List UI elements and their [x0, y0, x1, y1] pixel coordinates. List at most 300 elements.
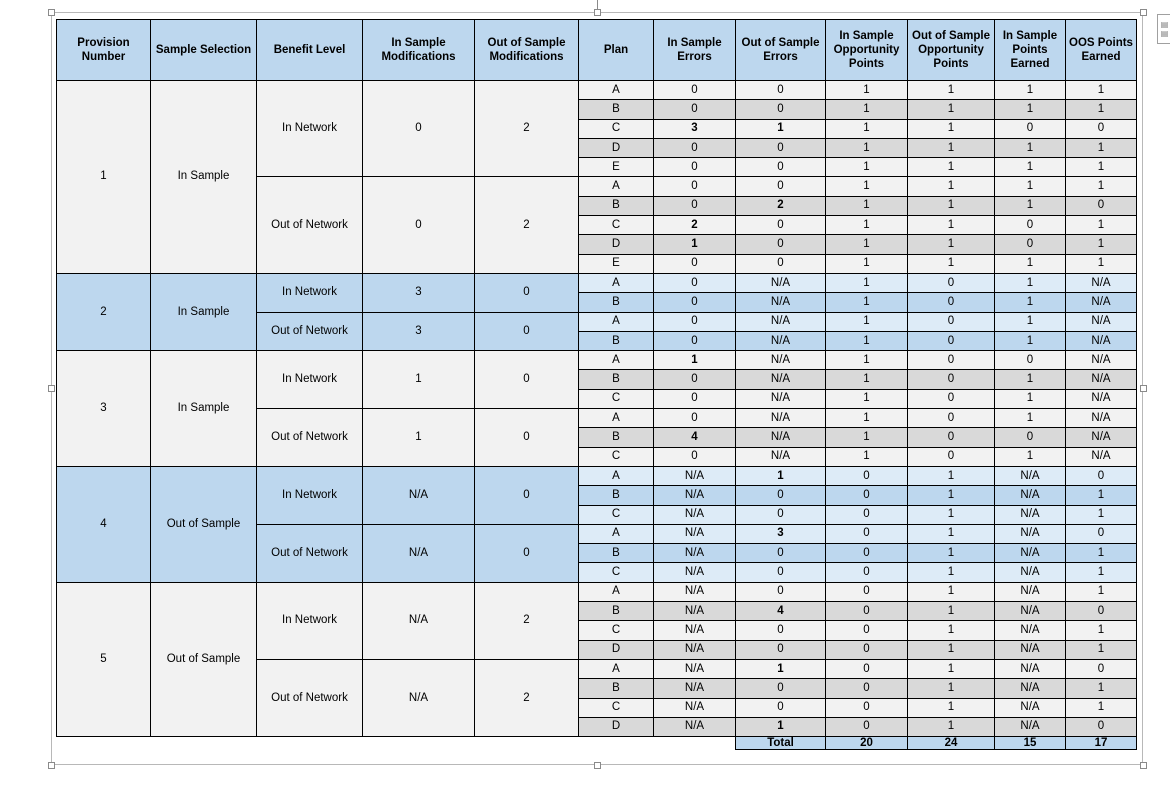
out-err-cell: N/A: [736, 351, 826, 370]
out-opp-cell: 0: [908, 331, 995, 350]
in-opp-cell: 1: [826, 177, 908, 196]
provision-number-cell: 5: [57, 582, 151, 736]
header-in-sample-errors: In Sample Errors: [654, 20, 736, 81]
in-opp-cell: 1: [826, 196, 908, 215]
out-opp-cell: 0: [908, 428, 995, 447]
in-sample-modifications-cell: 1: [363, 409, 475, 467]
oos-earned-cell: 1: [1066, 679, 1137, 698]
header-out-of-sample-modifications: Out of Sample Modifications: [475, 20, 579, 81]
total-out-of-sample-opportunity-points: 24: [908, 737, 995, 750]
out-err-cell: 0: [736, 81, 826, 100]
out-err-cell: 0: [736, 582, 826, 601]
in-earned-cell: 1: [995, 389, 1066, 408]
oos-earned-cell: N/A: [1066, 389, 1137, 408]
out-opp-cell: 1: [908, 254, 995, 273]
header-sample-selection: Sample Selection: [151, 20, 257, 81]
out-err-cell: 0: [736, 698, 826, 717]
out-opp-cell: 1: [908, 640, 995, 659]
out-err-cell: 1: [736, 119, 826, 138]
sample-selection-cell: Out of Sample: [151, 582, 257, 736]
oos-earned-cell: 1: [1066, 544, 1137, 563]
header-in-sample-points-earned: In Sample Points Earned: [995, 20, 1066, 81]
in-opp-cell: 0: [826, 659, 908, 678]
table-row: [57, 466, 1137, 485]
in-err-cell: N/A: [654, 717, 736, 736]
in-opp-cell: 1: [826, 216, 908, 235]
in-earned-cell: 1: [995, 196, 1066, 215]
in-opp-cell: 1: [826, 235, 908, 254]
oos-earned-cell: 0: [1066, 659, 1137, 678]
oos-earned-cell: 1: [1066, 621, 1137, 640]
plan-cell: C: [579, 698, 654, 717]
in-err-cell: 0: [654, 196, 736, 215]
in-opp-cell: 0: [826, 602, 908, 621]
benefit-level-cell: Out of Network: [257, 659, 363, 736]
out-of-sample-modifications-cell: 0: [475, 524, 579, 582]
in-err-cell: 0: [654, 177, 736, 196]
in-err-cell: N/A: [654, 486, 736, 505]
in-sample-modifications-cell: N/A: [363, 524, 475, 582]
in-err-cell: N/A: [654, 466, 736, 485]
provision-number-cell: 2: [57, 273, 151, 350]
in-err-cell: 0: [654, 293, 736, 312]
out-of-sample-modifications-cell: 2: [475, 81, 579, 177]
out-opp-cell: 1: [908, 524, 995, 543]
in-err-cell: N/A: [654, 544, 736, 563]
in-earned-cell: N/A: [995, 582, 1066, 601]
oos-earned-cell: 1: [1066, 100, 1137, 119]
in-opp-cell: 0: [826, 524, 908, 543]
resize-handle-bottom[interactable]: [594, 762, 601, 769]
in-earned-cell: 1: [995, 100, 1066, 119]
oos-earned-cell: 0: [1066, 602, 1137, 621]
plan-cell: B: [579, 100, 654, 119]
out-of-sample-modifications-cell: 0: [475, 273, 579, 312]
in-err-cell: N/A: [654, 505, 736, 524]
oos-earned-cell: N/A: [1066, 331, 1137, 350]
in-opp-cell: 1: [826, 351, 908, 370]
out-err-cell: 0: [736, 235, 826, 254]
oos-earned-cell: 0: [1066, 524, 1137, 543]
in-earned-cell: 1: [995, 312, 1066, 331]
in-earned-cell: 1: [995, 158, 1066, 177]
oos-earned-cell: N/A: [1066, 447, 1137, 466]
in-earned-cell: N/A: [995, 698, 1066, 717]
header-out-of-sample-errors: Out of Sample Errors: [736, 20, 826, 81]
in-opp-cell: 1: [826, 273, 908, 292]
sample-selection-cell: In Sample: [151, 273, 257, 350]
in-earned-cell: 0: [995, 351, 1066, 370]
header-row: [57, 20, 1137, 81]
total-oos-points-earned: 17: [1066, 737, 1137, 750]
in-opp-cell: 0: [826, 544, 908, 563]
out-opp-cell: 1: [908, 679, 995, 698]
out-opp-cell: 0: [908, 312, 995, 331]
in-err-cell: 0: [654, 312, 736, 331]
plan-cell: A: [579, 524, 654, 543]
out-of-sample-modifications-cell: 0: [475, 409, 579, 467]
out-opp-cell: 1: [908, 158, 995, 177]
in-opp-cell: 0: [826, 717, 908, 736]
provision-number-cell: 4: [57, 466, 151, 582]
plan-cell: B: [579, 602, 654, 621]
plan-cell: C: [579, 216, 654, 235]
in-err-cell: N/A: [654, 640, 736, 659]
out-opp-cell: 1: [908, 119, 995, 138]
out-opp-cell: 1: [908, 621, 995, 640]
in-opp-cell: 0: [826, 563, 908, 582]
in-opp-cell: 1: [826, 119, 908, 138]
plan-cell: B: [579, 196, 654, 215]
in-err-cell: N/A: [654, 524, 736, 543]
out-opp-cell: 1: [908, 235, 995, 254]
in-earned-cell: N/A: [995, 563, 1066, 582]
header-out-of-sample-opportunity-points: Out of Sample Opportunity Points: [908, 20, 995, 81]
out-err-cell: N/A: [736, 370, 826, 389]
plan-cell: E: [579, 158, 654, 177]
out-err-cell: 0: [736, 216, 826, 235]
in-earned-cell: 1: [995, 81, 1066, 100]
in-opp-cell: 1: [826, 158, 908, 177]
plan-cell: C: [579, 621, 654, 640]
benefit-level-cell: Out of Network: [257, 409, 363, 467]
in-err-cell: N/A: [654, 659, 736, 678]
out-of-sample-modifications-cell: 2: [475, 582, 579, 659]
table-row: [57, 351, 1137, 370]
benefit-level-cell: In Network: [257, 273, 363, 312]
in-err-cell: 4: [654, 428, 736, 447]
plan-cell: B: [579, 544, 654, 563]
plan-cell: C: [579, 563, 654, 582]
out-opp-cell: 1: [908, 582, 995, 601]
out-err-cell: 0: [736, 486, 826, 505]
plan-cell: A: [579, 273, 654, 292]
out-err-cell: 0: [736, 158, 826, 177]
provision-table: [56, 19, 1137, 750]
oos-earned-cell: 0: [1066, 119, 1137, 138]
in-earned-cell: 1: [995, 177, 1066, 196]
in-sample-modifications-cell: N/A: [363, 582, 475, 659]
out-err-cell: N/A: [736, 293, 826, 312]
oos-earned-cell: 1: [1066, 698, 1137, 717]
in-err-cell: 0: [654, 100, 736, 119]
benefit-level-cell: Out of Network: [257, 524, 363, 582]
in-err-cell: 0: [654, 447, 736, 466]
out-of-sample-modifications-cell: 2: [475, 659, 579, 736]
out-opp-cell: 1: [908, 563, 995, 582]
oos-earned-cell: 0: [1066, 717, 1137, 736]
out-err-cell: 0: [736, 563, 826, 582]
resize-handle-left[interactable]: [48, 385, 55, 392]
out-opp-cell: 1: [908, 81, 995, 100]
out-opp-cell: 0: [908, 273, 995, 292]
in-opp-cell: 1: [826, 312, 908, 331]
in-err-cell: 0: [654, 273, 736, 292]
total-in-sample-opportunity-points: 20: [826, 737, 908, 750]
oos-earned-cell: N/A: [1066, 273, 1137, 292]
out-err-cell: 1: [736, 659, 826, 678]
plan-cell: D: [579, 717, 654, 736]
out-opp-cell: 0: [908, 293, 995, 312]
table-row: [57, 81, 1137, 100]
in-earned-cell: 0: [995, 216, 1066, 235]
in-opp-cell: 0: [826, 621, 908, 640]
in-opp-cell: 0: [826, 698, 908, 717]
in-opp-cell: 1: [826, 100, 908, 119]
sample-selection-cell: Out of Sample: [151, 466, 257, 582]
in-sample-modifications-cell: 0: [363, 177, 475, 273]
out-err-cell: N/A: [736, 428, 826, 447]
oos-earned-cell: N/A: [1066, 428, 1137, 447]
out-err-cell: N/A: [736, 273, 826, 292]
oos-earned-cell: N/A: [1066, 351, 1137, 370]
in-opp-cell: 0: [826, 582, 908, 601]
plan-cell: C: [579, 389, 654, 408]
out-opp-cell: 1: [908, 138, 995, 157]
out-err-cell: 0: [736, 505, 826, 524]
out-opp-cell: 1: [908, 659, 995, 678]
plan-cell: E: [579, 254, 654, 273]
out-of-sample-modifications-cell: 0: [475, 351, 579, 409]
plan-cell: B: [579, 331, 654, 350]
in-opp-cell: 1: [826, 370, 908, 389]
out-opp-cell: 0: [908, 389, 995, 408]
benefit-level-cell: Out of Network: [257, 177, 363, 273]
out-opp-cell: 0: [908, 351, 995, 370]
in-opp-cell: 0: [826, 486, 908, 505]
plan-cell: A: [579, 177, 654, 196]
out-err-cell: 0: [736, 621, 826, 640]
plan-cell: A: [579, 582, 654, 601]
header-provision-number: Provision Number: [57, 20, 151, 81]
provision-number-cell: 3: [57, 351, 151, 467]
plan-cell: A: [579, 81, 654, 100]
out-err-cell: 0: [736, 640, 826, 659]
benefit-level-cell: In Network: [257, 81, 363, 177]
in-earned-cell: N/A: [995, 621, 1066, 640]
table-row: [57, 582, 1137, 601]
header-oos-points-earned: OOS Points Earned: [1066, 20, 1137, 81]
plan-cell: B: [579, 370, 654, 389]
out-of-sample-modifications-cell: 0: [475, 312, 579, 351]
in-err-cell: N/A: [654, 621, 736, 640]
oos-earned-cell: 0: [1066, 196, 1137, 215]
in-earned-cell: 1: [995, 409, 1066, 428]
in-earned-cell: 0: [995, 119, 1066, 138]
plan-cell: C: [579, 119, 654, 138]
in-sample-modifications-cell: 1: [363, 351, 475, 409]
plan-cell: B: [579, 428, 654, 447]
out-err-cell: N/A: [736, 389, 826, 408]
oos-earned-cell: N/A: [1066, 370, 1137, 389]
benefit-level-cell: Out of Network: [257, 312, 363, 351]
oos-earned-cell: 1: [1066, 254, 1137, 273]
out-err-cell: N/A: [736, 409, 826, 428]
in-opp-cell: 0: [826, 679, 908, 698]
plan-cell: A: [579, 351, 654, 370]
in-opp-cell: 1: [826, 428, 908, 447]
in-opp-cell: 0: [826, 466, 908, 485]
oos-earned-cell: N/A: [1066, 409, 1137, 428]
in-opp-cell: 1: [826, 138, 908, 157]
oos-earned-cell: 1: [1066, 158, 1137, 177]
in-sample-modifications-cell: N/A: [363, 659, 475, 736]
in-earned-cell: N/A: [995, 640, 1066, 659]
resize-handle-bottom-left[interactable]: [48, 762, 55, 769]
in-earned-cell: 1: [995, 254, 1066, 273]
plan-cell: D: [579, 235, 654, 254]
benefit-level-cell: In Network: [257, 582, 363, 659]
in-err-cell: N/A: [654, 563, 736, 582]
total-in-sample-points-earned: 15: [995, 737, 1066, 750]
oos-earned-cell: 1: [1066, 486, 1137, 505]
plan-cell: C: [579, 447, 654, 466]
plan-cell: B: [579, 293, 654, 312]
out-opp-cell: 1: [908, 544, 995, 563]
in-opp-cell: 0: [826, 640, 908, 659]
total-spacer: [57, 737, 736, 750]
benefit-level-cell: In Network: [257, 466, 363, 524]
out-err-cell: 0: [736, 138, 826, 157]
oos-earned-cell: 0: [1066, 466, 1137, 485]
oos-earned-cell: 1: [1066, 505, 1137, 524]
in-earned-cell: 1: [995, 370, 1066, 389]
plan-cell: A: [579, 312, 654, 331]
in-opp-cell: 1: [826, 293, 908, 312]
in-earned-cell: N/A: [995, 486, 1066, 505]
out-err-cell: N/A: [736, 447, 826, 466]
plan-cell: A: [579, 659, 654, 678]
in-err-cell: 0: [654, 138, 736, 157]
oos-earned-cell: 1: [1066, 640, 1137, 659]
in-earned-cell: N/A: [995, 544, 1066, 563]
table-row: [57, 273, 1137, 292]
plan-cell: B: [579, 486, 654, 505]
in-err-cell: 1: [654, 351, 736, 370]
out-opp-cell: 1: [908, 486, 995, 505]
in-earned-cell: N/A: [995, 466, 1066, 485]
out-err-cell: N/A: [736, 331, 826, 350]
plan-cell: D: [579, 138, 654, 157]
out-of-sample-modifications-cell: 2: [475, 177, 579, 273]
sample-selection-cell: In Sample: [151, 81, 257, 274]
out-opp-cell: 1: [908, 466, 995, 485]
out-opp-cell: 1: [908, 717, 995, 736]
in-err-cell: 0: [654, 409, 736, 428]
in-err-cell: N/A: [654, 679, 736, 698]
in-opp-cell: 1: [826, 254, 908, 273]
resize-handle-bottom-right[interactable]: [1140, 762, 1147, 769]
header-in-sample-opportunity-points: In Sample Opportunity Points: [826, 20, 908, 81]
resize-handle-top-left[interactable]: [48, 9, 55, 16]
in-err-cell: N/A: [654, 698, 736, 717]
out-opp-cell: 1: [908, 505, 995, 524]
in-sample-modifications-cell: 3: [363, 312, 475, 351]
in-sample-modifications-cell: 0: [363, 81, 475, 177]
oos-earned-cell: 1: [1066, 81, 1137, 100]
in-err-cell: 0: [654, 81, 736, 100]
in-earned-cell: 0: [995, 235, 1066, 254]
out-err-cell: 1: [736, 717, 826, 736]
oos-earned-cell: N/A: [1066, 312, 1137, 331]
out-err-cell: 0: [736, 177, 826, 196]
out-opp-cell: 1: [908, 698, 995, 717]
out-err-cell: 0: [736, 544, 826, 563]
plan-cell: A: [579, 409, 654, 428]
out-opp-cell: 0: [908, 447, 995, 466]
in-err-cell: 0: [654, 158, 736, 177]
out-err-cell: 2: [736, 196, 826, 215]
in-opp-cell: 1: [826, 447, 908, 466]
oos-earned-cell: N/A: [1066, 293, 1137, 312]
in-err-cell: 3: [654, 119, 736, 138]
resize-handle-top[interactable]: [594, 9, 601, 16]
in-earned-cell: 1: [995, 293, 1066, 312]
out-opp-cell: 1: [908, 602, 995, 621]
out-of-sample-modifications-cell: 0: [475, 466, 579, 524]
in-earned-cell: 0: [995, 428, 1066, 447]
oos-earned-cell: 1: [1066, 235, 1137, 254]
in-earned-cell: 1: [995, 138, 1066, 157]
resize-handle-top-right[interactable]: [1140, 9, 1147, 16]
in-sample-modifications-cell: 3: [363, 273, 475, 312]
total-label: Total: [736, 737, 826, 750]
in-err-cell: 0: [654, 370, 736, 389]
out-err-cell: 4: [736, 602, 826, 621]
layout-options-icon[interactable]: ▤▤: [1157, 14, 1170, 44]
header-benefit-level: Benefit Level: [257, 20, 363, 81]
out-opp-cell: 0: [908, 409, 995, 428]
in-opp-cell: 0: [826, 505, 908, 524]
in-opp-cell: 1: [826, 389, 908, 408]
in-earned-cell: N/A: [995, 717, 1066, 736]
provision-number-cell: 1: [57, 81, 151, 274]
in-err-cell: N/A: [654, 602, 736, 621]
oos-earned-cell: 1: [1066, 177, 1137, 196]
in-earned-cell: N/A: [995, 505, 1066, 524]
out-opp-cell: 0: [908, 370, 995, 389]
sample-selection-cell: In Sample: [151, 351, 257, 467]
out-err-cell: 1: [736, 466, 826, 485]
plan-cell: C: [579, 505, 654, 524]
plan-cell: A: [579, 466, 654, 485]
benefit-level-cell: In Network: [257, 351, 363, 409]
oos-earned-cell: 1: [1066, 138, 1137, 157]
in-opp-cell: 1: [826, 81, 908, 100]
header-plan: Plan: [579, 20, 654, 81]
resize-handle-right[interactable]: [1140, 385, 1147, 392]
in-err-cell: 0: [654, 331, 736, 350]
out-err-cell: N/A: [736, 312, 826, 331]
oos-earned-cell: 1: [1066, 582, 1137, 601]
in-err-cell: 0: [654, 254, 736, 273]
out-err-cell: 0: [736, 254, 826, 273]
in-err-cell: 0: [654, 389, 736, 408]
out-err-cell: 0: [736, 100, 826, 119]
out-err-cell: 0: [736, 679, 826, 698]
out-opp-cell: 1: [908, 216, 995, 235]
oos-earned-cell: 1: [1066, 216, 1137, 235]
in-earned-cell: N/A: [995, 602, 1066, 621]
in-opp-cell: 1: [826, 409, 908, 428]
oos-earned-cell: 1: [1066, 563, 1137, 582]
out-err-cell: 3: [736, 524, 826, 543]
in-opp-cell: 1: [826, 331, 908, 350]
in-earned-cell: 1: [995, 331, 1066, 350]
header-in-sample-modifications: In Sample Modifications: [363, 20, 475, 81]
out-opp-cell: 1: [908, 100, 995, 119]
plan-cell: B: [579, 679, 654, 698]
